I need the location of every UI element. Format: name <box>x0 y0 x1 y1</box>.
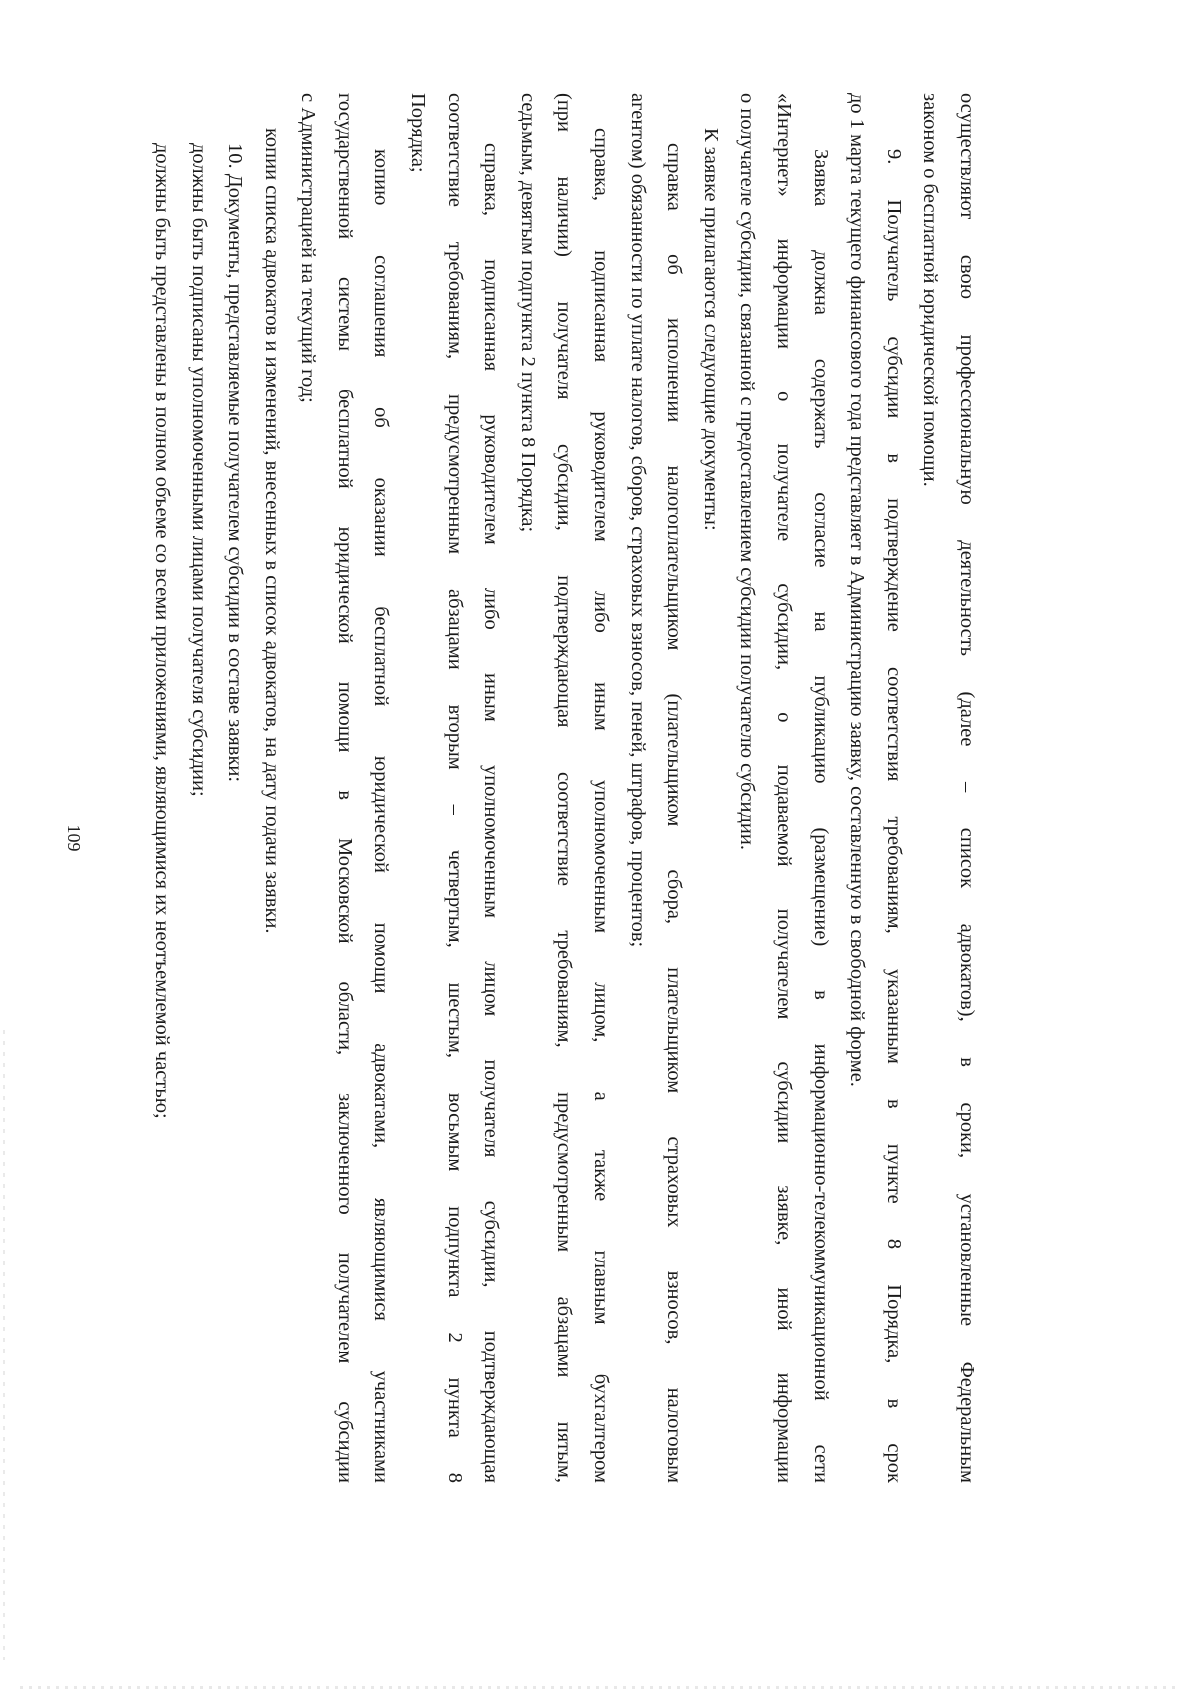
text-line: государственной системы бесплатной юридической помощи в Московской области, заключенного получателем субсидии <box>333 93 356 1483</box>
paragraph-9-line: 9. Получатель субсидии в подтверждение соответствия требованиям, указанным в пункте 8 Порядка, в срок <box>882 149 905 1483</box>
text-line: законом о бесплатной юридической помощи. <box>919 93 942 487</box>
text-line: седьмым, девятым подпункта 2 пункта 8 Порядка; <box>516 93 539 533</box>
documents-intro-line: К заявке прилагаются следующие документы: <box>699 128 722 531</box>
text-line: Заявка должна содержать согласие на публикацию (размещение) в информационно-телекоммуникационной сети <box>809 149 832 1483</box>
text-line: до 1 марта текущего финансового года представляет в Администрацию заявку, составленную в свободной форме. <box>846 93 869 1087</box>
list-item-line: копию соглашения об оказании бесплатной юридической помощи адвокатами, являющимися участниками <box>370 149 393 1483</box>
text-line: с Администрацией на текущий год; <box>297 93 320 403</box>
list-item-line: справка об исполнении налогоплательщиком (плательщиком сбора, плательщиком страховых взносов, налоговым <box>663 143 686 1483</box>
text-line: о получателе субсидии, связанной с предоставлением субсидии получателю субсидии. <box>736 93 759 850</box>
page-number: 109 <box>64 824 84 852</box>
scan-artifact <box>20 1686 1180 1689</box>
text-line: «Интернет» информации о получателе субсидии, о подаваемой получателем субсидии заявке, иной информации <box>773 93 796 1483</box>
list-item-line: должны быть представлены в полном объеме со всеми приложениями, являющимися их неотъемлемой частью; <box>150 143 173 1119</box>
scan-artifact <box>3 1030 5 1660</box>
text-line: (при наличии) получателя субсидии, подтверждающая соответствие требованиям, предусмотренным абзацами пятым, <box>553 93 576 1483</box>
text-line: соответствие требованиям, предусмотренным абзацами вторым – четвертым, шестым, восьмым подпункта 2 пункта 8 <box>443 93 466 1483</box>
list-item-line: справка, подписанная руководителем либо иным уполномоченным лицом, а также главным бухгалтером <box>590 128 613 1483</box>
text-line: агентом) обязанности по уплате налогов, сборов, страховых взносов, пеней, штрафов, процентов; <box>626 93 649 948</box>
list-item-line: справка, подписанная руководителем либо иным уполномоченным лицом получателя субсидии, подтверждающая <box>480 143 503 1483</box>
list-item-line: копии списка адвокатов и изменений, внесенных в список адвокатов, на дату подачи заявки. <box>260 128 283 934</box>
paragraph-10-line: 10. Документы, представляемые получателем субсидии в составе заявки: <box>224 143 247 783</box>
text-line: осуществляют свою профессиональную деятельность (далее – список адвокатов), в сроки, установленные Федеральным <box>956 93 978 1483</box>
rotated-text-block <box>150 93 985 1483</box>
list-item-line: должны быть подписаны уполномоченными лицами получателя субсидии; <box>187 143 210 797</box>
text-line: Порядка; <box>407 93 430 173</box>
page-number-container <box>64 818 84 858</box>
